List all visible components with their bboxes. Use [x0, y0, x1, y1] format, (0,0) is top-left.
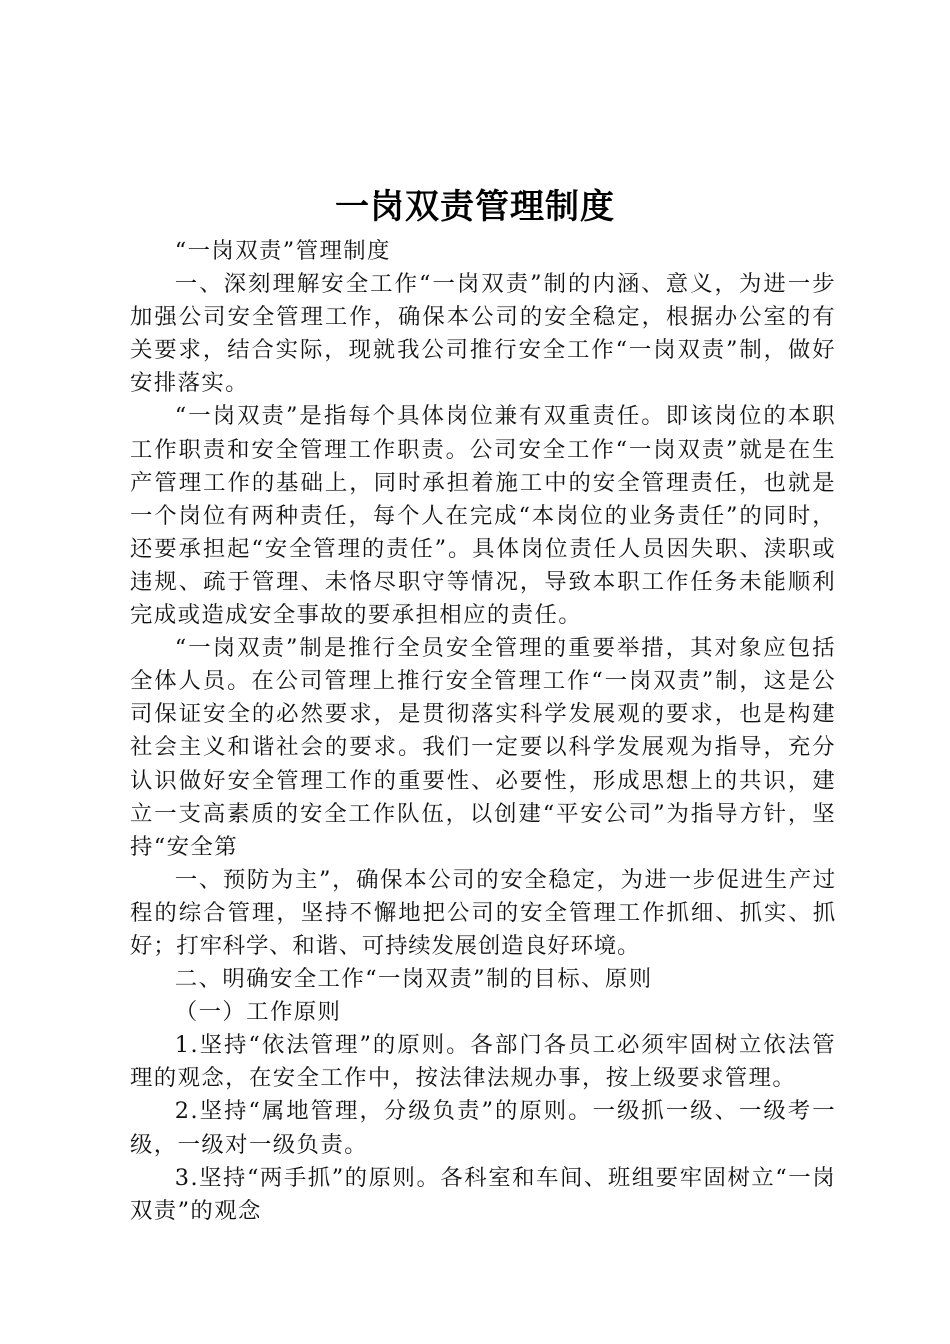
paragraph-principle-1: 1.坚持“依法管理”的原则。各部门各员工必须牢固树立依法管理的观念，在安全工作中，按法律法规办事，按上级要求管理。	[130, 1032, 836, 1092]
paragraph-work-principles: （一）工作原则	[174, 999, 342, 1026]
paragraph-section-one: 一、深刻理解安全工作“一岗双责”制的内涵、意义，为进一步加强公司安全管理工作，确保本公司的安全稳定，根据办公室的有关要求，结合实际，现就我公司推行安全工作“一岗双责”制，做好安排落实。	[130, 271, 836, 397]
paragraph-section-two: 二、明确安全工作“一岗双责”制的目标、原则	[174, 966, 653, 993]
paragraph-principle-2: 2.坚持“属地管理，分级负责”的原则。一级抓一级、一级考一级，一级对一级负责。	[130, 1098, 836, 1158]
document-body	[130, 235, 836, 1224]
paragraph-subtitle: “一岗双责”管理制度	[174, 238, 391, 264]
paragraph-prevention: 一、预防为主”，确保本公司的安全稳定，为进一步促进生产过程的综合管理，坚持不懈地把公司的安全管理工作抓细、抓实、抓好；打牢科学、和谐、可持续发展创造良好环境。	[130, 866, 836, 959]
paragraph-principle-3: 3.坚持“两手抓”的原则。各科室和车间、班组要牢固树立“一岗双责”的观念	[130, 1164, 836, 1224]
paragraph-measures: “一岗双责”制是推行全员安全管理的重要举措，其对象应包括全体人员。在公司管理上推行安全管理工作“一岗双责”制，这是公司保证安全的必然要求，是贯彻落实科学发展观的要求，也是构建社会主义和谐社会的要求。我们一定要以科学发展观为指导，充分认识做好安全管理工作的重要性、必要性，形成思想上的共识，建立一支高素质的安全工作队伍，以创建“平安公司”为指导方针，坚持“安全第	[130, 635, 836, 860]
document-title: 一岗双责管理制度	[335, 187, 615, 227]
paragraph-definition: “一岗双责”是指每个具体岗位兼有双重责任。即该岗位的本职工作职责和安全管理工作职责。公司安全工作“一岗双责”就是在生产管理工作的基础上，同时承担着施工中的安全管理责任，也就是一个岗位有两种责任，每个人在完成“本岗位的业务责任”的同时，还要承担起“安全管理的责任”。具体岗位责任人员因失职、渎职或违规、疏于管理、未恪尽职守等情况，导致本职工作任务未能顺利完成或造成安全事故的要承担相应的责任。	[130, 403, 836, 629]
